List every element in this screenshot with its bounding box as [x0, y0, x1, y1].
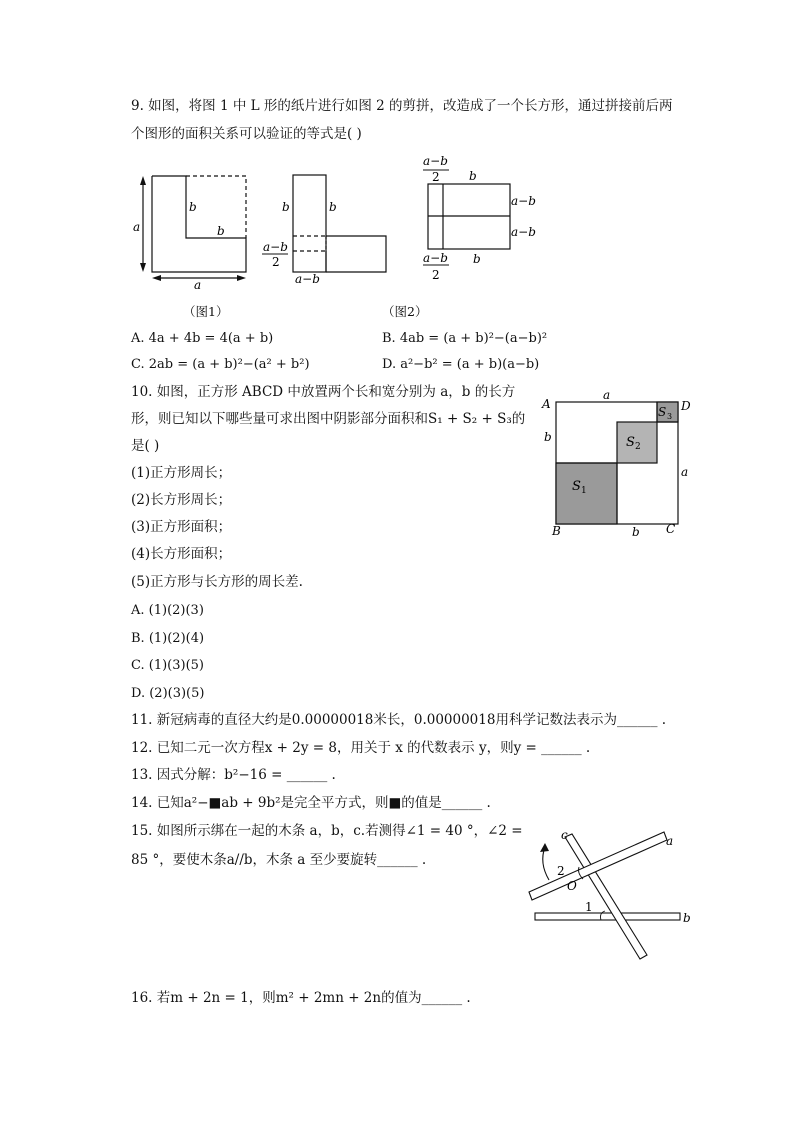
q10-item-1: (1)正方形周长；	[131, 465, 232, 481]
sq-vertex-d: D	[681, 399, 691, 413]
fig1-label-b-horizontal: b	[217, 224, 225, 238]
fig2-label-b-bottom: b	[473, 252, 481, 266]
sticks-label-o: O	[567, 879, 577, 893]
fig1-label-a-horizontal: a	[194, 278, 202, 292]
sq-label-s3-sub: 3	[667, 412, 673, 421]
fig2-label-amb-right2: a−b	[511, 225, 536, 239]
q15-text-line2: 85 °，要使木条a//b，木条 a 至少要旋转______ .	[131, 852, 427, 868]
sq-label-s1: S	[572, 479, 581, 494]
q10-item-4: (4)长方形面积；	[131, 546, 232, 562]
q9-option-c: C. 2ab = (a + b)²−(a² + b²)	[131, 357, 310, 372]
sticks-label-angle1: 1	[585, 900, 593, 914]
q9-text-line2: 个图形的面积关系可以验证的等式是( )	[131, 126, 362, 142]
q11-text: 11. 新冠病毒的直径大约是0.00000018米长，0.00000018用科学记数法表示为______ .	[131, 712, 667, 728]
q15-sticks-figure	[525, 825, 705, 965]
sq-label-b-left: b	[544, 430, 552, 444]
sticks-label-a: a	[666, 834, 674, 848]
sticks-label-b: b	[683, 911, 691, 925]
fig1-caption: （图1）	[183, 304, 229, 319]
fig1b-label-b-left: b	[282, 200, 290, 214]
q10-text-line1: 10. 如图，正方形 ABCD 中放置两个长和宽分别为 a，b 的长方	[131, 384, 516, 400]
sq-label-s2-sub: 2	[635, 442, 641, 452]
q9-option-a: A. 4a + 4b = 4(a + b)	[131, 331, 274, 346]
sq-label-s1-sub: 1	[581, 486, 587, 496]
fig2-label-amb-bottom: a−b	[423, 251, 448, 265]
q10-option-a: A. (1)(2)(3)	[131, 603, 204, 618]
q9-figure2	[420, 150, 550, 285]
q9-option-b: B. 4ab = (a + b)²−(a−b)²	[382, 331, 548, 346]
q9-figure1-cut	[258, 170, 393, 290]
q15-text-line1: 15. 如图所示绑在一起的木条 a，b，c.若测得∠1 = 40 °，∠2 =	[131, 823, 523, 839]
fig1-label-a-vertical: a	[133, 220, 141, 234]
fig1b-label-amb-num: a−b	[263, 240, 288, 254]
fig2-label-amb-top: a−b	[423, 154, 448, 168]
q10-option-d: D. (2)(3)(5)	[131, 686, 205, 701]
q10-item-5: (5)正方形与长方形的周长差.	[131, 574, 303, 590]
fig2-label-b-top: b	[469, 169, 477, 183]
sq-vertex-b: B	[552, 524, 561, 538]
q10-option-c: C. (1)(3)(5)	[131, 658, 204, 673]
sticks-label-angle2: 2	[557, 864, 565, 878]
fig2-caption: （图2）	[382, 304, 428, 319]
q16-text: 16. 若m + 2n = 1，则m² + 2mn + 2n的值为______ .	[131, 990, 471, 1006]
q12-text: 12. 已知二元一次方程x + 2y = 8，用关于 x 的代数表示 y，则y = ______ .	[131, 740, 591, 756]
q13-text: 13. 因式分解：b²−16 = ______ .	[131, 767, 336, 783]
fig1b-label-two: 2	[272, 255, 280, 269]
fig2-label-amb-right1: a−b	[511, 194, 536, 208]
q9-option-d: D. a²−b² = (a + b)(a−b)	[382, 357, 540, 372]
sticks-label-c: c	[561, 828, 568, 842]
sq-vertex-c: C	[666, 522, 676, 536]
sq-vertex-a: A	[542, 397, 551, 411]
q10-text-line3: 是( )	[131, 438, 160, 454]
q10-item-3: (3)正方形面积；	[131, 519, 232, 535]
q10-text-line2: 形，则已知以下哪些量可求出图中阴影部分面积和S₁ + S₂ + S₃的	[131, 411, 526, 427]
q10-item-2: (2)长方形周长；	[131, 492, 232, 508]
fig1-label-b-vertical: b	[189, 200, 197, 214]
q9-figure1	[125, 165, 260, 295]
q10-option-b: B. (1)(2)(4)	[131, 631, 205, 646]
sq-label-s2: S	[626, 435, 635, 450]
fig2-label-two-top: 2	[432, 170, 440, 184]
q10-square-figure	[538, 388, 698, 540]
sq-label-s3: S	[658, 405, 667, 419]
sq-label-a-right: a	[681, 465, 689, 479]
fig1b-label-b-right: b	[329, 200, 337, 214]
fig2-label-two-bottom: 2	[432, 268, 440, 282]
sq-label-a-top: a	[603, 388, 611, 402]
fig1b-label-amb-bottom: a−b	[295, 272, 320, 286]
sq-label-b-bottom: b	[632, 525, 640, 539]
q9-text-line1: 9. 如图，将图 1 中 L 形的纸片进行如图 2 的剪拼，改造成了一个长方形，通过拼接前后两	[131, 98, 673, 114]
q14-text: 14. 已知a²−■ab + 9b²是完全平方式，则■的值是______ .	[131, 795, 491, 811]
